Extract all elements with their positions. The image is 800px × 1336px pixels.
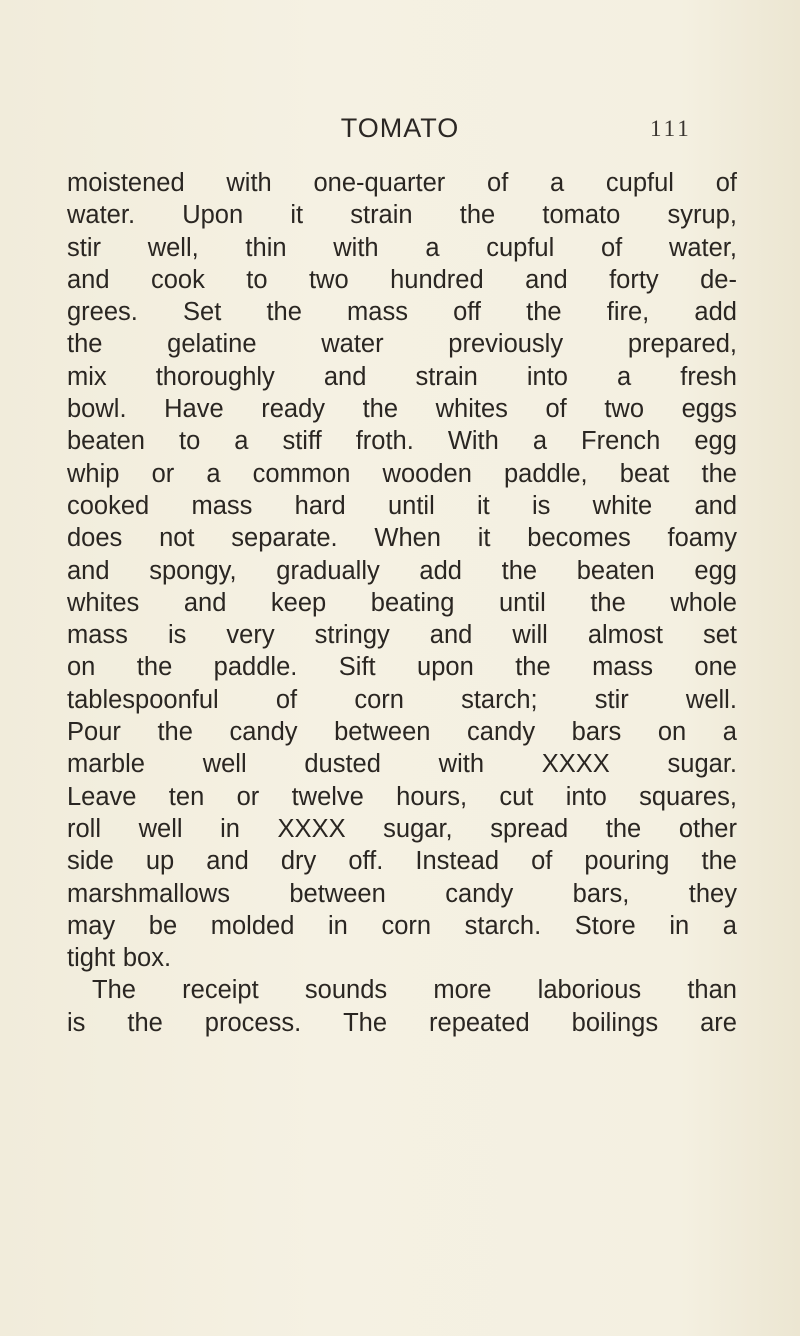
word: a xyxy=(206,459,221,488)
word: The xyxy=(343,1008,388,1037)
word: and xyxy=(429,621,473,650)
text-line xyxy=(67,232,737,264)
word: in xyxy=(327,911,348,940)
word: until xyxy=(387,491,435,520)
word: up xyxy=(145,847,175,876)
word: egg xyxy=(694,427,737,456)
word: froth. xyxy=(355,427,414,456)
word: of xyxy=(531,847,553,876)
word: with xyxy=(226,169,272,197)
word: between xyxy=(334,718,431,747)
word: of xyxy=(715,169,737,197)
word: Sift xyxy=(338,653,376,682)
page-number: 111 xyxy=(650,116,692,141)
word: corn xyxy=(354,685,404,714)
word: foamy xyxy=(667,524,737,553)
word: the xyxy=(266,298,302,327)
word: set xyxy=(702,621,737,650)
word: thin xyxy=(245,233,287,262)
word: Upon xyxy=(182,201,244,230)
word: roll xyxy=(67,814,102,843)
word: hard xyxy=(294,491,346,520)
word: of xyxy=(545,395,567,424)
word: on xyxy=(67,653,96,682)
word: ten xyxy=(168,782,205,811)
word: upon xyxy=(417,653,474,682)
word: the xyxy=(157,718,193,747)
word: mass xyxy=(191,491,253,520)
word: or xyxy=(236,782,260,811)
word: bars xyxy=(571,718,622,747)
word: beaten xyxy=(67,427,145,456)
word: are xyxy=(700,1008,737,1037)
word: the xyxy=(515,653,551,682)
word: laborious xyxy=(537,976,642,1005)
word: molded xyxy=(210,911,295,940)
word: a xyxy=(532,427,547,456)
word: beaten xyxy=(576,556,655,585)
word: separate. xyxy=(231,524,338,553)
word: the xyxy=(501,556,538,585)
word: XXXX xyxy=(277,814,346,843)
word: not xyxy=(159,524,195,553)
running-title: TOMATO xyxy=(340,113,460,143)
word: thoroughly xyxy=(155,362,275,391)
word: is xyxy=(167,621,187,650)
word: When xyxy=(374,524,441,553)
word: candy xyxy=(467,718,536,747)
word: of xyxy=(600,233,623,262)
word: XXXX xyxy=(541,750,610,779)
text-line xyxy=(67,716,737,748)
word: egg xyxy=(694,556,737,585)
word: keep xyxy=(270,588,327,617)
text-line xyxy=(67,458,737,490)
word: candy xyxy=(445,879,514,908)
word: beating xyxy=(370,588,455,617)
word: mass xyxy=(592,653,653,682)
text-line xyxy=(67,684,737,716)
word: sugar, xyxy=(383,814,453,843)
word: well xyxy=(202,750,247,779)
word: one xyxy=(694,653,737,682)
word: of xyxy=(275,685,298,714)
word: a xyxy=(722,911,737,940)
word: moistened xyxy=(67,169,185,197)
word: whip xyxy=(67,459,120,488)
word: cupful xyxy=(486,233,555,262)
word: very xyxy=(226,621,275,650)
word: forty xyxy=(609,265,659,294)
word: spread xyxy=(490,814,569,843)
word: fire, xyxy=(606,298,650,327)
word: candy xyxy=(229,718,298,747)
word: into xyxy=(565,782,607,811)
word: gradually xyxy=(276,556,380,585)
word: the xyxy=(701,847,737,876)
word: ready xyxy=(261,395,326,424)
word: water. xyxy=(67,201,136,230)
word: stiff xyxy=(282,427,322,456)
word: whites xyxy=(435,395,508,424)
word: a xyxy=(617,362,632,391)
word: of xyxy=(487,169,509,197)
word: tablespoonful xyxy=(67,685,219,714)
word: it xyxy=(477,491,490,520)
word: de- xyxy=(700,265,737,294)
word: and xyxy=(183,588,227,617)
word: the xyxy=(526,298,562,327)
word: two xyxy=(604,395,645,424)
word: previously xyxy=(448,330,564,359)
word: with xyxy=(333,233,379,262)
word: starch; xyxy=(461,685,538,714)
word: stir xyxy=(67,233,101,262)
text-line xyxy=(67,328,737,360)
word: the xyxy=(590,588,626,617)
word: marshmallows xyxy=(67,879,230,908)
word: stringy xyxy=(314,621,390,650)
word: starch. xyxy=(464,911,542,940)
word: mass xyxy=(347,298,408,327)
text-line xyxy=(67,974,737,1006)
word: cupful xyxy=(605,169,674,197)
word: be xyxy=(148,911,178,940)
word: sounds xyxy=(304,976,388,1005)
word: process. xyxy=(204,1008,302,1037)
word: stir xyxy=(594,685,629,714)
word: into xyxy=(526,362,568,391)
word: spongy, xyxy=(149,556,237,585)
word: Instead xyxy=(415,847,500,876)
word: off xyxy=(453,298,481,327)
word: and xyxy=(525,265,568,294)
word: bowl. xyxy=(67,395,127,424)
word: French xyxy=(581,427,661,456)
word: is xyxy=(67,1008,86,1037)
word: to xyxy=(246,265,268,294)
word: hours, xyxy=(396,782,468,811)
word: white xyxy=(592,491,653,520)
word: in xyxy=(220,814,240,843)
word: it xyxy=(477,524,491,553)
word: on xyxy=(657,718,687,747)
word: Pour xyxy=(67,718,121,747)
word: corn xyxy=(381,911,432,940)
word: and xyxy=(694,491,737,520)
word: gelatine xyxy=(167,330,257,359)
word: the xyxy=(127,1008,163,1037)
text-line xyxy=(67,1007,737,1039)
word: add xyxy=(694,298,737,327)
word: Store xyxy=(574,911,636,940)
word: prepared, xyxy=(627,330,737,359)
word: other xyxy=(678,814,737,843)
word: with xyxy=(438,750,485,779)
word: to xyxy=(179,427,201,456)
word: well, xyxy=(147,233,199,262)
word: cut xyxy=(499,782,534,811)
text-line xyxy=(67,942,737,974)
word: twelve xyxy=(291,782,364,811)
text-line xyxy=(67,361,737,393)
word: in xyxy=(669,911,690,940)
word: mix xyxy=(67,362,107,391)
text-line xyxy=(67,878,737,910)
word: Set xyxy=(183,298,222,327)
text-line xyxy=(67,748,737,780)
word: well. xyxy=(685,685,737,714)
text-line xyxy=(67,393,737,425)
word: marble xyxy=(67,750,145,779)
word: and xyxy=(206,847,249,876)
word: tight xyxy=(67,944,116,973)
word: paddle. xyxy=(213,653,298,682)
word: dusted xyxy=(304,750,381,779)
text-line xyxy=(67,555,737,587)
text-line xyxy=(67,167,737,199)
word: water xyxy=(321,330,384,359)
word: common xyxy=(252,459,351,488)
word: paddle, xyxy=(503,459,588,488)
word: syrup, xyxy=(667,201,737,230)
word: one-quarter xyxy=(313,169,446,197)
text-line xyxy=(67,651,737,683)
text-line xyxy=(67,490,737,522)
text-line xyxy=(67,199,737,231)
word: and xyxy=(67,556,110,585)
word: the xyxy=(701,459,737,488)
text-line xyxy=(67,910,737,942)
word: almost xyxy=(587,621,663,650)
word: Have xyxy=(164,395,224,424)
word: mass xyxy=(67,621,128,650)
word: off. xyxy=(348,847,384,876)
word: box. xyxy=(122,944,172,973)
word: the xyxy=(67,330,103,359)
text-line xyxy=(67,522,737,554)
word: grees. xyxy=(67,298,138,327)
word: two xyxy=(308,265,349,294)
text-line xyxy=(67,296,737,328)
word: The xyxy=(92,976,136,1005)
word: a xyxy=(722,718,737,747)
text-line xyxy=(67,264,737,296)
word: strain xyxy=(415,362,478,391)
word: boilings xyxy=(571,1008,659,1037)
word: until xyxy=(498,588,546,617)
word: or xyxy=(151,459,175,488)
word: and xyxy=(67,265,110,294)
word: the xyxy=(362,395,399,424)
word: between xyxy=(289,879,386,908)
word: cooked xyxy=(67,491,150,520)
word: eggs xyxy=(681,395,737,424)
word: receipt xyxy=(182,976,259,1005)
word: than xyxy=(687,976,737,1005)
word: will xyxy=(512,621,548,650)
word: bars, xyxy=(572,879,630,908)
word: they xyxy=(688,879,737,908)
word: beat xyxy=(619,459,670,488)
word: becomes xyxy=(527,524,631,553)
word: wooden xyxy=(382,459,472,488)
word: the xyxy=(605,814,642,843)
word: the xyxy=(136,653,173,682)
word: a xyxy=(234,427,249,456)
word: whites xyxy=(67,588,140,617)
text-line xyxy=(67,845,737,877)
word: cook xyxy=(150,265,205,294)
word: a xyxy=(550,169,565,197)
word: sugar. xyxy=(667,750,737,779)
word: squares, xyxy=(639,782,737,811)
word: well xyxy=(138,814,183,843)
word: the xyxy=(459,201,496,230)
text-line xyxy=(67,587,737,619)
word: hundred xyxy=(390,265,484,294)
text-line xyxy=(67,781,737,813)
body-text xyxy=(67,167,737,1039)
word: may xyxy=(67,911,116,940)
word: and xyxy=(323,362,367,391)
word: more xyxy=(433,976,492,1005)
text-line xyxy=(67,813,737,845)
word: pouring xyxy=(584,847,670,876)
word: dry xyxy=(280,847,317,876)
word: is xyxy=(532,491,551,520)
text-line xyxy=(67,425,737,457)
word: fresh xyxy=(680,362,737,391)
word: With xyxy=(447,427,499,456)
word: water, xyxy=(668,233,737,262)
word: tomato xyxy=(542,201,621,230)
word: does xyxy=(67,524,123,553)
word: side xyxy=(67,847,114,876)
word: it xyxy=(290,201,304,230)
text-line xyxy=(67,619,737,651)
word: a xyxy=(425,233,440,262)
word: whole xyxy=(670,588,737,617)
word: Leave xyxy=(67,782,137,811)
word: repeated xyxy=(429,1008,530,1037)
word: strain xyxy=(350,201,413,230)
word: add xyxy=(419,556,462,585)
